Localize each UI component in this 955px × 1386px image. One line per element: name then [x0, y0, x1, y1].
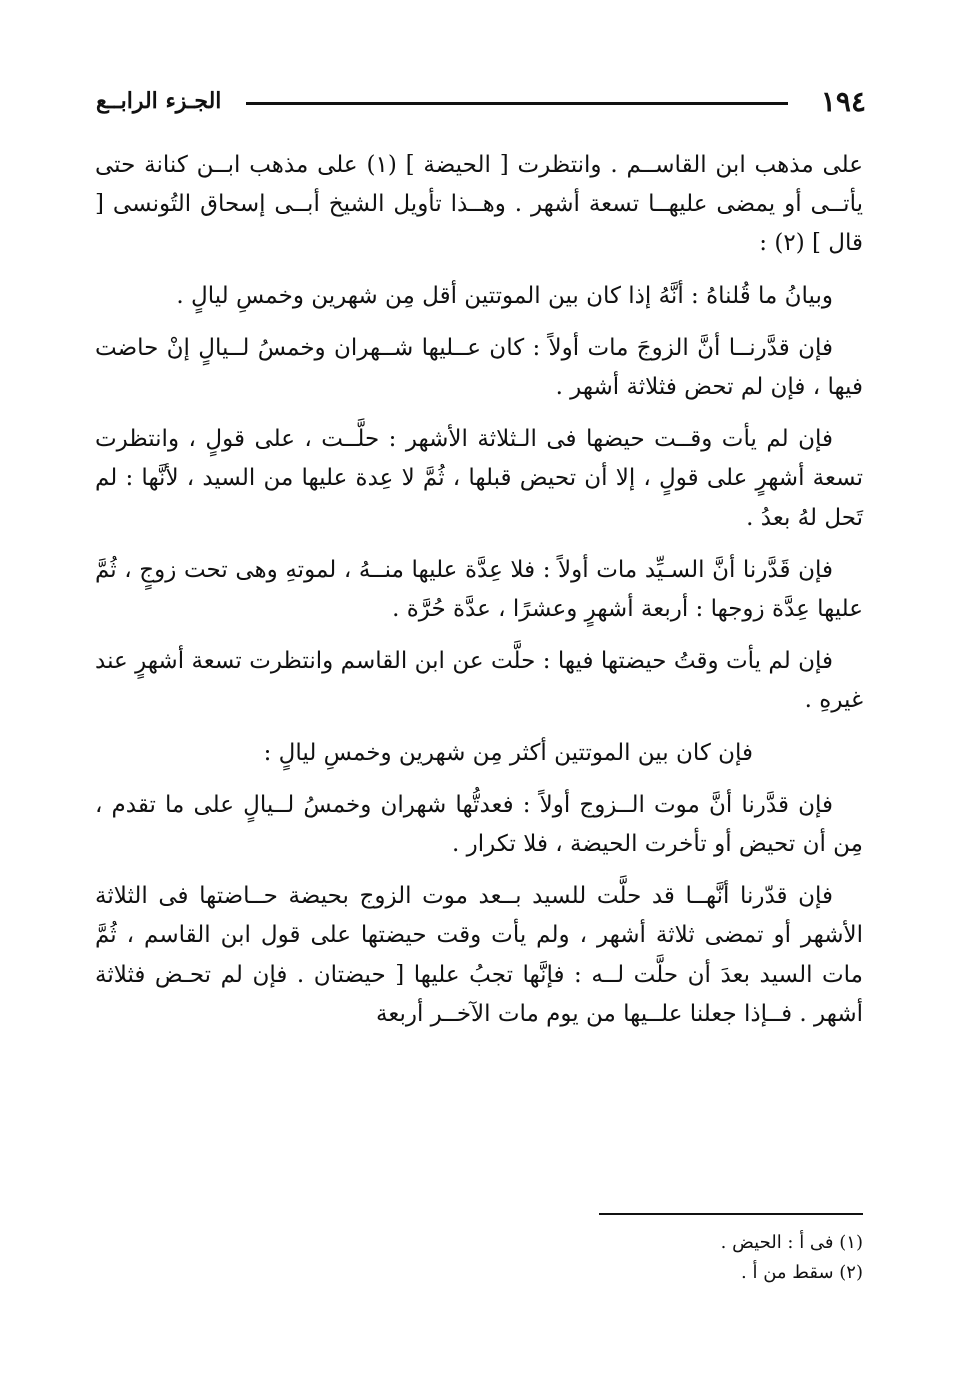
paragraph: فإن قدَّرنا أنَّ موت الــزوج أولاً : فعدتُّها شهران وخمسُ لــيالٍ على ما تقدم ، مِن أن تحيض أو تأخرت الحيضة ، فلا تكرار . [95, 791, 863, 858]
paragraph: فإن قَدَّرنا أنَّ السـيِّد مات أولاً : فلا عِدَّة عليها منــهُ ، لموتهِ وهى تحت زوجٍ ، ثُمَّ عليها عِدَّة زوجها : أربعة أشهرٍ وعشرًا ، عدَّة حُرَّة . [95, 556, 863, 623]
footnotes [463, 1228, 863, 1288]
main-text [95, 146, 863, 1034]
page-header [96, 82, 866, 126]
paragraph: فإن قدَّرنــا أنَّ الزوجَ مات أولاً : كان عــليها شــهران وخمسُ لــيالٍ إنْ حاضت فيها ، فإن لم تحض فثلاثة أشهر . [95, 334, 863, 401]
page-number: ١٩٤ [820, 85, 866, 118]
paragraph: وبيانُ ما قُلناهُ : أنَّهُ إذا كان بين الموتتين أقل مِن شهرين وخمسِ ليالٍ . [176, 282, 833, 309]
paragraph: فإن قدّرنا أنَّهــا قد حلَّت للسيد بــعد موت الزوج بحيضة حــاضتها فى الثلاثة الأشهر أو تمضى ثلاثة أشهر ، ولم يأت وقت حيضتها على قول ابن القاسم ، ثُمَّ مات السيد بعدَ أن حلَّت لــه : فإنَّها تجبُ عليها [ حيضتان . فإن لم تحـض فثلاثة أشهر . فــإذا جعلنا علــيها من يوم مات الآخــر أربعة [95, 883, 863, 1027]
paragraph: فإن كان بين الموتتين أكثر مِن شهرين وخمسِ ليالٍ : [263, 739, 753, 766]
paragraph: فإن لم يأت وقــت حيضها فى الـثلاثة الأشهر : حلَّــت ، على قولٍ ، وانتظرت تسعة أشهرٍ على قولٍ ، إلا أن تحيض قبلها ، ثُمَّ لا عِدة عليها من السيد ، لأنَّها : لم تَحل لهُ بعدُ . [95, 426, 863, 531]
header-rule [246, 102, 788, 105]
paragraph: فإن لم يأت وقتُ حيضتها فيها : حلَّت عن ابن القاسم وانتظرت تسعة أشهرٍ عند غيرهِ . [95, 648, 863, 714]
paragraph: على مذهب ابن القاســم . وانتظرت [ الحيضة ] (١) على مذهب ابــن كنانة حتى يأتــى أو يمضى عليهــا تسعة أشهر . وهــذا تأويل الشيخ أبــى إسحاق التُونسى [ قال ] (٢) : [95, 152, 863, 257]
footnote-rule [599, 1213, 863, 1215]
running-title: الجـزء الرابــع [96, 88, 222, 114]
footnote: (٢) سقط من أ . [741, 1262, 863, 1283]
footnote: (١) فى أ : الحيض . [720, 1232, 863, 1253]
